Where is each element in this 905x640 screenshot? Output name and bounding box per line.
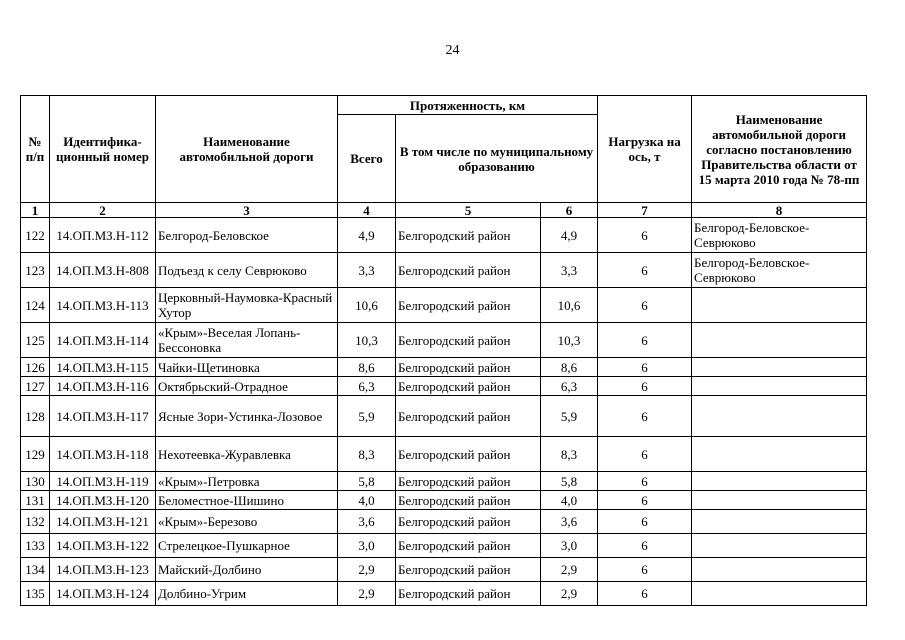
cell-number: 127 bbox=[21, 377, 50, 396]
header-decree-name: Наименование автомобильной дороги согласно постановлению Правительства области от 15 марта 2010 года № 78-пп bbox=[692, 96, 867, 203]
cell-identifier: 14.ОП.МЗ.Н-117 bbox=[50, 396, 156, 437]
cell-number: 133 bbox=[21, 534, 50, 558]
cell-number: 128 bbox=[21, 396, 50, 437]
table-row bbox=[21, 218, 867, 253]
cell-identifier: 14.ОП.МЗ.Н-114 bbox=[50, 323, 156, 358]
column-number: 7 bbox=[598, 203, 692, 218]
cell-road-name: Подъезд к селу Севрюково bbox=[156, 253, 338, 288]
cell-axle-load: 6 bbox=[598, 358, 692, 377]
cell-district: Белгородский район bbox=[396, 323, 541, 358]
cell-total: 6,3 bbox=[338, 377, 396, 396]
table-row bbox=[21, 377, 867, 396]
cell-identifier: 14.ОП.МЗ.Н-118 bbox=[50, 437, 156, 472]
cell-road-name: Беломестное-Шишино bbox=[156, 491, 338, 510]
cell-district-length: 10,6 bbox=[541, 288, 598, 323]
cell-total: 2,9 bbox=[338, 582, 396, 606]
column-number: 4 bbox=[338, 203, 396, 218]
cell-district-length: 2,9 bbox=[541, 558, 598, 582]
cell-identifier: 14.ОП.МЗ.Н-122 bbox=[50, 534, 156, 558]
cell-axle-load: 6 bbox=[598, 510, 692, 534]
cell-road-name: Нехотеевка-Журавлевка bbox=[156, 437, 338, 472]
cell-total: 4,9 bbox=[338, 218, 396, 253]
table-row bbox=[21, 396, 867, 437]
cell-number: 132 bbox=[21, 510, 50, 534]
cell-identifier: 14.ОП.МЗ.Н-119 bbox=[50, 472, 156, 491]
cell-axle-load: 6 bbox=[598, 253, 692, 288]
cell-district: Белгородский район bbox=[396, 510, 541, 534]
cell-district-length: 3,3 bbox=[541, 253, 598, 288]
cell-identifier: 14.ОП.МЗ.Н-116 bbox=[50, 377, 156, 396]
cell-axle-load: 6 bbox=[598, 472, 692, 491]
cell-total: 8,6 bbox=[338, 358, 396, 377]
cell-number: 124 bbox=[21, 288, 50, 323]
cell-number: 131 bbox=[21, 491, 50, 510]
cell-identifier: 14.ОП.МЗ.Н-115 bbox=[50, 358, 156, 377]
column-number: 8 bbox=[692, 203, 867, 218]
cell-district: Белгородский район bbox=[396, 377, 541, 396]
column-number: 3 bbox=[156, 203, 338, 218]
cell-total: 10,3 bbox=[338, 323, 396, 358]
cell-axle-load: 6 bbox=[598, 558, 692, 582]
cell-road-name: Октябрьский-Отрадное bbox=[156, 377, 338, 396]
roads-table bbox=[20, 95, 867, 606]
cell-road-name: Майский-Долбино bbox=[156, 558, 338, 582]
column-number: 1 bbox=[21, 203, 50, 218]
cell-identifier: 14.ОП.МЗ.Н-113 bbox=[50, 288, 156, 323]
header-identifier: Идентифика-ционный номер bbox=[50, 96, 156, 203]
cell-decree-name bbox=[692, 396, 867, 437]
cell-number: 126 bbox=[21, 358, 50, 377]
table-row bbox=[21, 491, 867, 510]
table-row bbox=[21, 510, 867, 534]
column-number: 5 bbox=[396, 203, 541, 218]
cell-district-length: 10,3 bbox=[541, 323, 598, 358]
cell-district-length: 2,9 bbox=[541, 582, 598, 606]
cell-decree-name bbox=[692, 358, 867, 377]
header-length-group: Протяженность, км bbox=[338, 96, 598, 115]
table-row bbox=[21, 253, 867, 288]
cell-decree-name bbox=[692, 377, 867, 396]
cell-axle-load: 6 bbox=[598, 323, 692, 358]
cell-decree-name: Белгород-Беловское-Севрюково bbox=[692, 253, 867, 288]
column-number-row bbox=[21, 203, 867, 218]
cell-number: 125 bbox=[21, 323, 50, 358]
cell-district: Белгородский район bbox=[396, 582, 541, 606]
cell-decree-name bbox=[692, 472, 867, 491]
cell-district-length: 4,0 bbox=[541, 491, 598, 510]
cell-total: 10,6 bbox=[338, 288, 396, 323]
cell-number: 134 bbox=[21, 558, 50, 582]
header-road-name: Наименование автомобильной дороги bbox=[156, 96, 338, 203]
cell-road-name: Долбино-Угрим bbox=[156, 582, 338, 606]
cell-road-name: Белгород-Беловское bbox=[156, 218, 338, 253]
cell-total: 2,9 bbox=[338, 558, 396, 582]
cell-total: 3,3 bbox=[338, 253, 396, 288]
cell-road-name: Церковный-Наумовка-Красный Хутор bbox=[156, 288, 338, 323]
cell-axle-load: 6 bbox=[598, 491, 692, 510]
cell-decree-name bbox=[692, 558, 867, 582]
header-number: № п/п bbox=[21, 96, 50, 203]
cell-district: Белгородский район bbox=[396, 253, 541, 288]
cell-axle-load: 6 bbox=[598, 377, 692, 396]
cell-district: Белгородский район bbox=[396, 472, 541, 491]
table-row bbox=[21, 323, 867, 358]
header-axle-load: Нагрузка на ось, т bbox=[598, 96, 692, 203]
column-number: 2 bbox=[50, 203, 156, 218]
cell-district-length: 3,6 bbox=[541, 510, 598, 534]
cell-road-name: Чайки-Щетиновка bbox=[156, 358, 338, 377]
table-row bbox=[21, 288, 867, 323]
cell-decree-name bbox=[692, 510, 867, 534]
header-municipal: В том числе по муниципальному образованию bbox=[396, 115, 598, 203]
cell-road-name: «Крым»-Веселая Лопань-Бессоновка bbox=[156, 323, 338, 358]
cell-identifier: 14.ОП.МЗ.Н-808 bbox=[50, 253, 156, 288]
cell-district: Белгородский район bbox=[396, 534, 541, 558]
cell-total: 3,6 bbox=[338, 510, 396, 534]
cell-district-length: 4,9 bbox=[541, 218, 598, 253]
cell-district: Белгородский район bbox=[396, 288, 541, 323]
cell-district: Белгородский район bbox=[396, 437, 541, 472]
table-row bbox=[21, 534, 867, 558]
cell-total: 8,3 bbox=[338, 437, 396, 472]
cell-identifier: 14.ОП.МЗ.Н-123 bbox=[50, 558, 156, 582]
cell-identifier: 14.ОП.МЗ.Н-124 bbox=[50, 582, 156, 606]
cell-district: Белгородский район bbox=[396, 396, 541, 437]
cell-decree-name bbox=[692, 437, 867, 472]
cell-total: 5,8 bbox=[338, 472, 396, 491]
cell-district-length: 3,0 bbox=[541, 534, 598, 558]
cell-district: Белгородский район bbox=[396, 358, 541, 377]
cell-decree-name bbox=[692, 582, 867, 606]
cell-number: 135 bbox=[21, 582, 50, 606]
cell-identifier: 14.ОП.МЗ.Н-121 bbox=[50, 510, 156, 534]
cell-decree-name bbox=[692, 323, 867, 358]
cell-district: Белгородский район bbox=[396, 491, 541, 510]
cell-axle-load: 6 bbox=[598, 218, 692, 253]
table-row bbox=[21, 582, 867, 606]
table-row bbox=[21, 558, 867, 582]
cell-district-length: 5,8 bbox=[541, 472, 598, 491]
cell-decree-name bbox=[692, 288, 867, 323]
table-row bbox=[21, 472, 867, 491]
cell-total: 3,0 bbox=[338, 534, 396, 558]
cell-decree-name: Белгород-Беловское-Севрюково bbox=[692, 218, 867, 253]
cell-district: Белгородский район bbox=[396, 558, 541, 582]
cell-district-length: 8,3 bbox=[541, 437, 598, 472]
cell-axle-load: 6 bbox=[598, 534, 692, 558]
cell-axle-load: 6 bbox=[598, 288, 692, 323]
column-number: 6 bbox=[541, 203, 598, 218]
cell-district-length: 5,9 bbox=[541, 396, 598, 437]
cell-decree-name bbox=[692, 491, 867, 510]
table-row bbox=[21, 358, 867, 377]
cell-decree-name bbox=[692, 534, 867, 558]
cell-number: 130 bbox=[21, 472, 50, 491]
cell-identifier: 14.ОП.МЗ.Н-120 bbox=[50, 491, 156, 510]
page-number: 24 bbox=[445, 43, 460, 58]
table-row bbox=[21, 437, 867, 472]
cell-identifier: 14.ОП.МЗ.Н-112 bbox=[50, 218, 156, 253]
cell-number: 122 bbox=[21, 218, 50, 253]
header-total: Всего bbox=[338, 115, 396, 203]
cell-total: 4,0 bbox=[338, 491, 396, 510]
cell-axle-load: 6 bbox=[598, 582, 692, 606]
cell-road-name: Стрелецкое-Пушкарное bbox=[156, 534, 338, 558]
cell-road-name: «Крым»-Березово bbox=[156, 510, 338, 534]
cell-number: 129 bbox=[21, 437, 50, 472]
cell-district-length: 8,6 bbox=[541, 358, 598, 377]
cell-axle-load: 6 bbox=[598, 437, 692, 472]
cell-road-name: Ясные Зори-Устинка-Лозовое bbox=[156, 396, 338, 437]
cell-total: 5,9 bbox=[338, 396, 396, 437]
cell-axle-load: 6 bbox=[598, 396, 692, 437]
cell-district-length: 6,3 bbox=[541, 377, 598, 396]
cell-number: 123 bbox=[21, 253, 50, 288]
cell-district: Белгородский район bbox=[396, 218, 541, 253]
cell-road-name: «Крым»-Петровка bbox=[156, 472, 338, 491]
